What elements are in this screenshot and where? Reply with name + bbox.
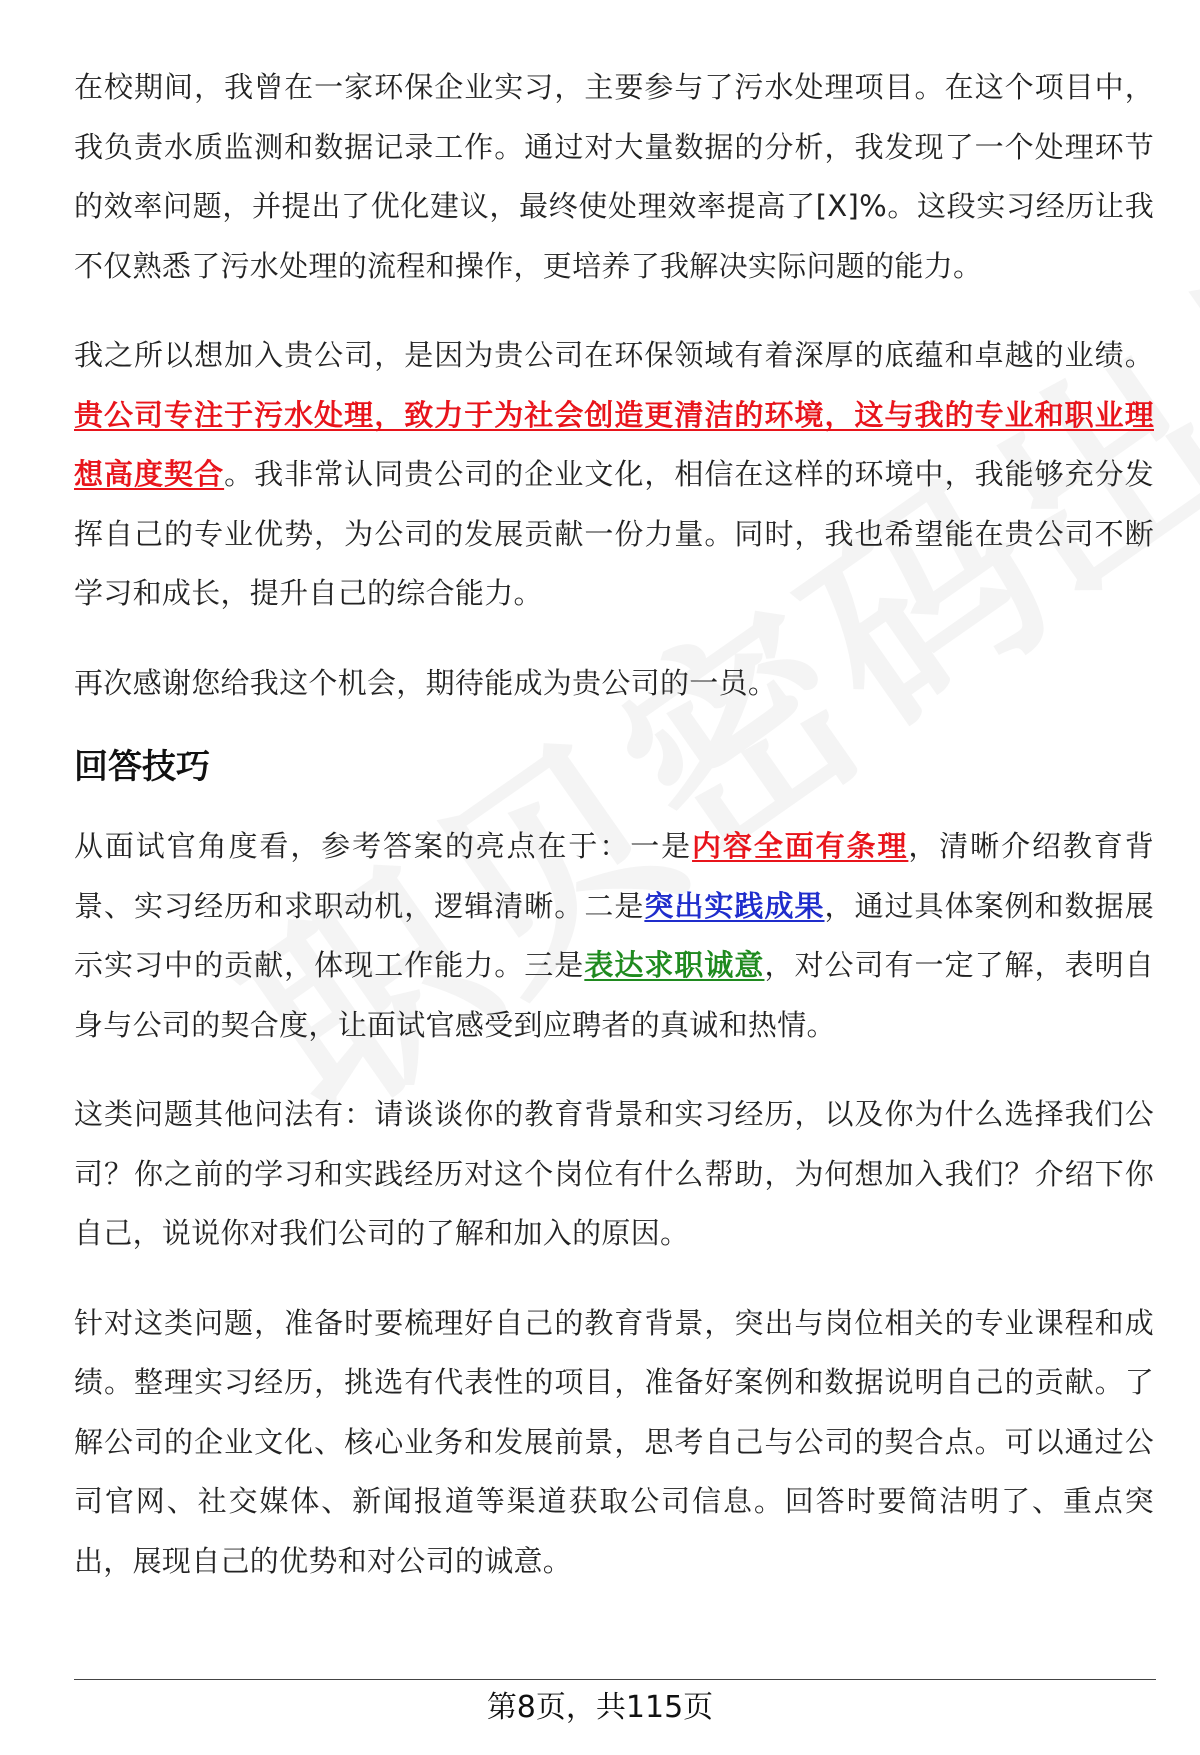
paragraph-internship: 在校期间，我曾在一家环保企业实习，主要参与了污水处理项目。在这个项目中，我负责水质监测和数据记录工作。通过对大量数据的分析，我发现了一个处理环节的效率问题，并提出了优化建议，最终使处理效率提高了[X]%。这段实习经历让我不仅熟悉了污水处理的流程和操作，更培养了我解决实际问题的能力。: [74, 70, 1154, 283]
paragraph-thanks: 再次感谢您给我这个机会，期待能成为贵公司的一员。: [74, 665, 778, 700]
document-body: [74, 58, 1154, 1621]
paragraph-alternate-questions: 这类问题其他问法有：请谈谈你的教育背景和实习经历，以及你为什么选择我们公司？你之前的学习和实践经历对这个岗位有什么帮助，为何想加入我们？介绍下你自己，说说你对我们公司的了解和加入的原因。: [74, 1097, 1154, 1250]
highlights-text-4: ，对公司有一定了解，表明自身与公司的契合度，让面试官感受到应聘者的真诚和热情。: [74, 948, 1154, 1042]
highlight-company-fit: 贵公司专注于污水处理，致力于为社会创造更清洁的环境，这与我的专业和职业理想高度契合: [74, 397, 1154, 491]
paragraph-highlights: [74, 817, 1154, 1055]
paragraph-preparation-tips: 针对这类问题，准备时要梳理好自己的教育背景，突出与岗位相关的专业课程和成绩。整理实习经历，挑选有代表性的项目，准备好案例和数据说明自己的贡献。了解公司的企业文化、核心业务和发展前景，思考自己与公司的契合点。可以通过公司官网、社交媒体、新闻报道等渠道获取公司信息。回答时要简洁明了、重点突出，展现自己的优势和对公司的诚意。: [74, 1305, 1154, 1578]
highlight-sincerity: 表达求职诚意: [584, 948, 765, 982]
paragraph-motivation-text: 我之所以想加入贵公司，是因为贵公司在环保领域有着深厚的底蕴和卓越的业绩。: [74, 338, 1154, 372]
highlight-practice-results: 突出实践成果: [644, 888, 825, 923]
page-number: 第8页，共115页: [486, 1690, 714, 1725]
highlights-text-3: ，通过具体案例和数据展示实习中的贡献，体现工作能力。三是: [74, 888, 1154, 982]
section-heading: 回答技巧: [74, 747, 210, 787]
highlights-text-1: 从面试官角度看，参考答案的亮点在于：一是: [74, 829, 693, 863]
paragraph-motivation: [74, 326, 1154, 624]
highlight-comprehensive: 内容全面有条理: [692, 829, 909, 863]
paragraph-motivation-text-end: 。我非常认同贵公司的企业文化，相信在这样的环境中，我能够充分发挥自己的专业优势，为公司的发展贡献一份力量。同时，我也希望能在贵公司不断学习和成长，提升自己的综合能力。: [74, 457, 1154, 610]
highlights-text-2: ，清晰介绍教育背景、实习经历和求职动机，逻辑清晰。二是: [74, 829, 1154, 923]
